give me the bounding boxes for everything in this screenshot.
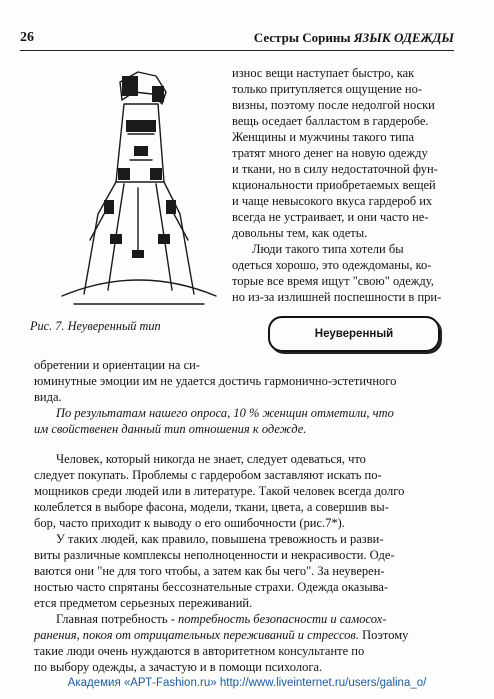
text-line: всегда не устраивает, и они часто не- — [232, 210, 429, 224]
text-line: довольны тем, как одеты. — [232, 226, 368, 240]
text-line: кциональности приобретаемых вещей — [232, 178, 436, 192]
text-line: следует покупать. Проблемы с гардеробом заставляют искать по- — [34, 468, 382, 482]
text-line: По результатам нашего опроса, 10 % женщин отметили, что — [56, 406, 394, 420]
text-line: тратят много денег на новую одежду — [232, 146, 428, 160]
text-line: обретении и ориентации на си- — [34, 358, 200, 372]
text-line: ностью часто спрятаны бессознательные страхи. Одежда оказыва- — [34, 580, 389, 594]
text-segment-italic: - потребность безопасности и самосох- — [167, 612, 387, 626]
text-line: только притупляется ощущение но- — [232, 82, 423, 96]
figure-sketch-illustration — [54, 64, 224, 309]
text-line: визны, поэтому после недолгой носки — [232, 98, 435, 112]
text-line: Люди такого типа хотели бы — [252, 242, 404, 256]
authors: Сестры Сорины — [253, 30, 351, 45]
text-line: У таких людей, как правило, повышена тревожность и разви- — [56, 532, 384, 546]
page-header — [20, 28, 454, 51]
book-title: ЯЗЫК ОДЕЖДЫ — [353, 30, 454, 45]
text-line: бор, часто приходит к выводу о его ошибочности (рис.7*). — [34, 516, 345, 530]
text-line: но из-за излишней поспешности в при- — [232, 290, 442, 304]
text-line: и ткани, но в силу недостаточной фун- — [232, 162, 438, 176]
text-line: ваются они "не для того чтобы, а затем как бы чего". За неуверен- — [34, 564, 385, 578]
text-line: вещь оседает балластом в гардеробе. — [232, 114, 429, 128]
text-line — [56, 611, 386, 627]
text-line: такие люди очень нуждаются в авторитетном консультанте по — [34, 644, 365, 658]
footer-link[interactable]: Академия «АРТ-Fashion.ru» http://www.liveinternet.ru/users/galina_o/ — [67, 677, 427, 689]
running-title — [254, 30, 454, 46]
text-line: по выбору одежды, а зачастую и в помощи психолога. — [34, 660, 323, 674]
text-line: ется предметом серьезных переживаний. — [34, 596, 253, 610]
text-line: им свойственен данный тип отношения к одежде. — [34, 422, 307, 436]
page-number: 26 — [20, 30, 34, 45]
text-line: и чаще невысокого вкуса гардероб их — [232, 194, 433, 208]
text-line: мощников среди людей или в литературе. Такой человек всегда долго — [34, 484, 405, 498]
text-line: торые все время ищут "свою" одежду, — [232, 274, 434, 288]
text-line: Женщины и мужчины такого типа — [232, 130, 415, 144]
text-segment: Главная потребность — [56, 612, 168, 626]
text-line: износ вещи наступает быстро, как — [232, 66, 415, 80]
text-segment: Поэтому — [358, 628, 409, 642]
text-line — [34, 627, 408, 643]
text-line: виты различные комплексы неполноценности и некрасивости. Оде- — [34, 548, 395, 562]
text-line: юминутные эмоции им не удается достичь гармонично-эстетичного — [34, 374, 397, 388]
text-segment-italic: ранения, покоя от отрицательных переживаний и стрессов. — [34, 628, 359, 642]
figure-caption: Рис. 7. Неуверенный тип — [30, 319, 161, 333]
text-line: вида. — [34, 390, 62, 404]
text-line: одеться хорошо, это одеждоманы, ко- — [232, 258, 432, 272]
type-badge: Неуверенный — [268, 316, 440, 352]
text-line: колеблется в выборе фасона, модели, ткани, цвета, а совершив вы- — [34, 500, 389, 514]
text-line: Человек, который никогда не знает, следует одеваться, что — [56, 452, 366, 466]
